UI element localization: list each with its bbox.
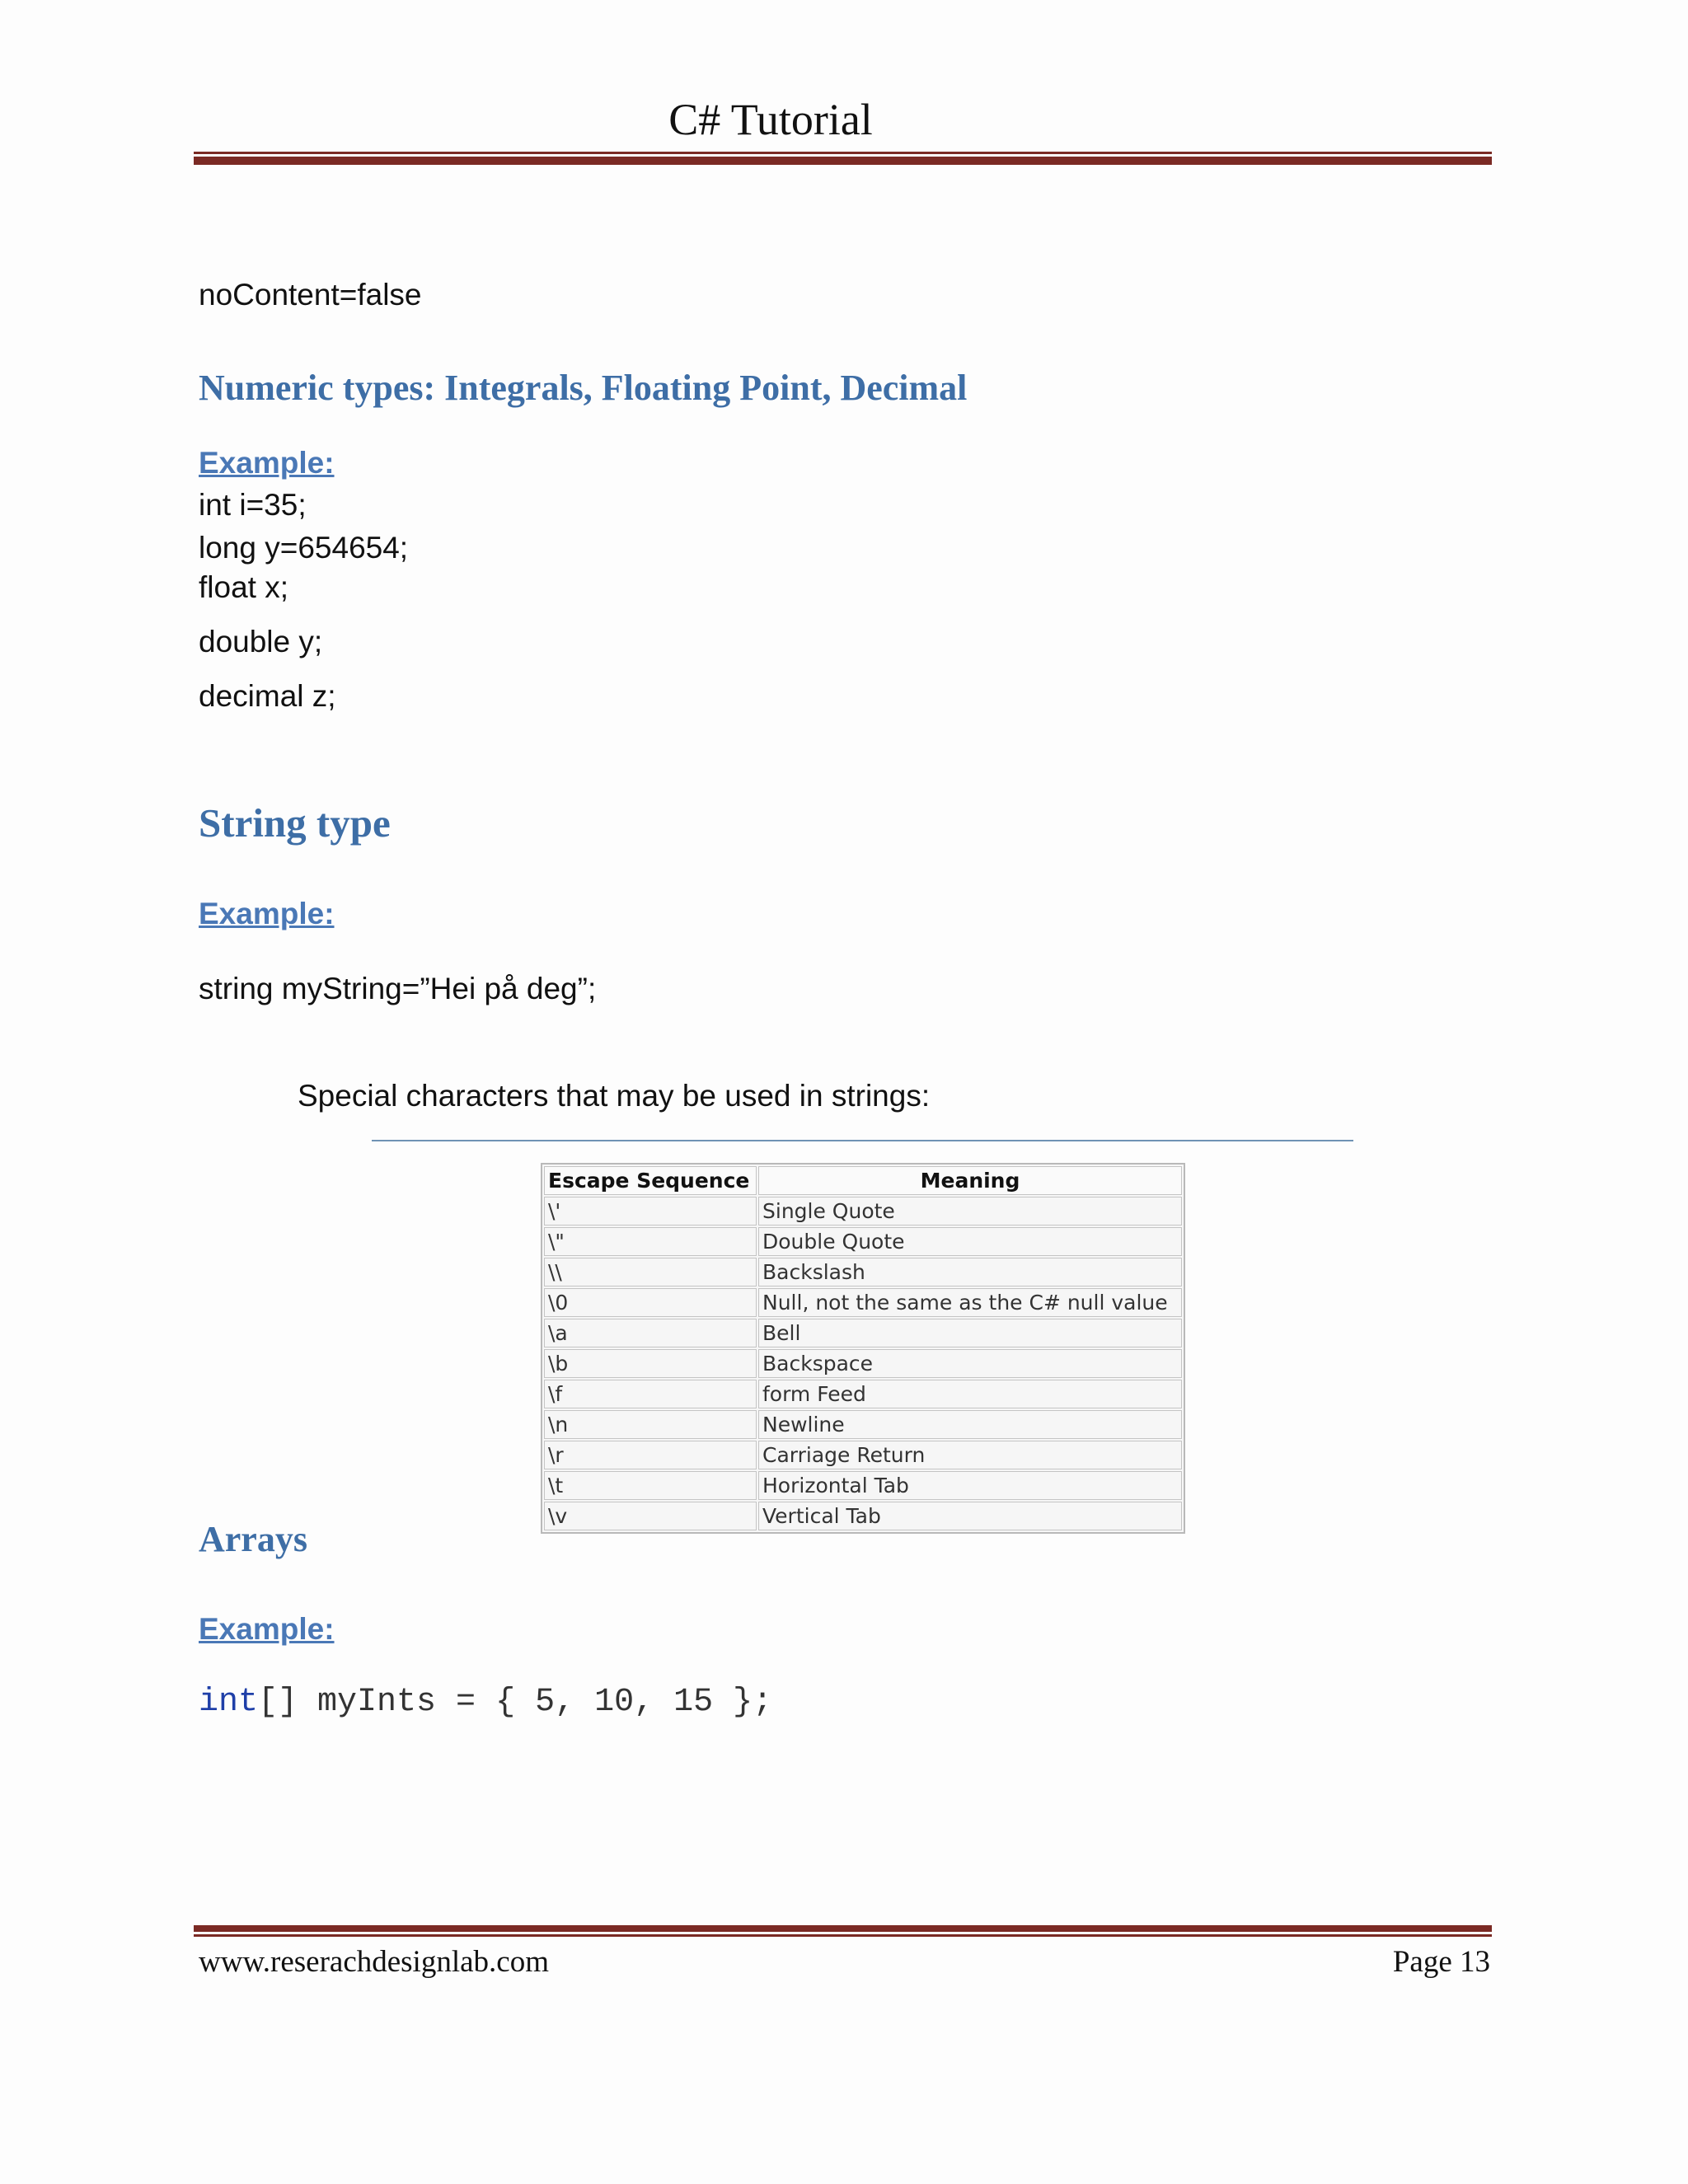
meaning-cell: Double Quote (758, 1227, 1182, 1256)
escape-cell: \v (544, 1502, 757, 1530)
table-row (544, 1502, 1182, 1530)
code-rest: [] myInts = { 5, 10, 15 }; (258, 1684, 773, 1721)
table-separator-line (372, 1140, 1353, 1141)
bool-example-line: noContent=false (199, 278, 422, 312)
numeric-types-heading: Numeric types: Integrals, Floating Point, Decimal (199, 368, 968, 408)
footer-rule-thin (194, 1934, 1492, 1937)
table-row (544, 1380, 1182, 1408)
table-row (544, 1441, 1182, 1469)
escape-cell: \" (544, 1227, 757, 1256)
footer-page-number: Page 13 (1392, 1945, 1490, 1979)
table-header-escape-sequence: Escape Sequence (544, 1166, 757, 1195)
numeric-code-line-1: int i=35; (199, 488, 307, 522)
footer-website-url: www.reserachdesignlab.com (199, 1945, 549, 1979)
table-row (544, 1197, 1182, 1226)
meaning-cell: Carriage Return (758, 1441, 1182, 1469)
meaning-cell: form Feed (758, 1380, 1182, 1408)
numeric-code-line-4: double y; (199, 625, 323, 658)
escape-cell: \\ (544, 1258, 757, 1286)
escape-sequence-table (541, 1163, 1185, 1534)
escape-cell: \' (544, 1197, 757, 1226)
escape-cell: \n (544, 1410, 757, 1439)
escape-cell: \b (544, 1349, 757, 1378)
code-keyword-int: int (199, 1684, 259, 1721)
meaning-cell: Newline (758, 1410, 1182, 1439)
table-row (544, 1349, 1182, 1378)
string-example-label[interactable]: Example: (199, 897, 335, 930)
meaning-cell: Single Quote (758, 1197, 1182, 1226)
escape-cell: \t (544, 1471, 757, 1500)
page-header-title: C# Tutorial (668, 95, 873, 144)
table-header-meaning: Meaning (758, 1166, 1182, 1195)
meaning-cell: Backspace (758, 1349, 1182, 1378)
arrays-code-line (199, 1686, 772, 1719)
meaning-cell: Backslash (758, 1258, 1182, 1286)
header-rule-thin (194, 152, 1492, 154)
footer-rule-thick (194, 1925, 1492, 1932)
numeric-code-line-2: long y=654654; (199, 531, 409, 565)
meaning-cell: Bell (758, 1319, 1182, 1347)
string-type-heading: String type (199, 800, 391, 846)
numeric-example-label[interactable]: Example: (199, 446, 335, 480)
table-row (544, 1288, 1182, 1317)
table-row (544, 1410, 1182, 1439)
escape-cell: \0 (544, 1288, 757, 1317)
numeric-code-line-5: decimal z; (199, 679, 336, 713)
table-row (544, 1319, 1182, 1347)
table-row (544, 1227, 1182, 1256)
table-row (544, 1471, 1182, 1500)
string-code-line: string myString=”Hei på deg”; (199, 972, 597, 1005)
escape-cell: \a (544, 1319, 757, 1347)
meaning-cell: Vertical Tab (758, 1502, 1182, 1530)
escape-cell: \r (544, 1441, 757, 1469)
arrays-heading: Arrays (199, 1519, 307, 1559)
table-header-row (544, 1166, 1182, 1195)
numeric-code-line-3: float x; (199, 570, 288, 604)
meaning-cell: Null, not the same as the C# null value (758, 1288, 1182, 1317)
special-characters-caption: Special characters that may be used in strings: (298, 1079, 931, 1113)
escape-cell: \f (544, 1380, 757, 1408)
header-rule-thick (194, 157, 1492, 165)
meaning-cell: Horizontal Tab (758, 1471, 1182, 1500)
arrays-example-label[interactable]: Example: (199, 1612, 335, 1646)
table-row (544, 1258, 1182, 1286)
